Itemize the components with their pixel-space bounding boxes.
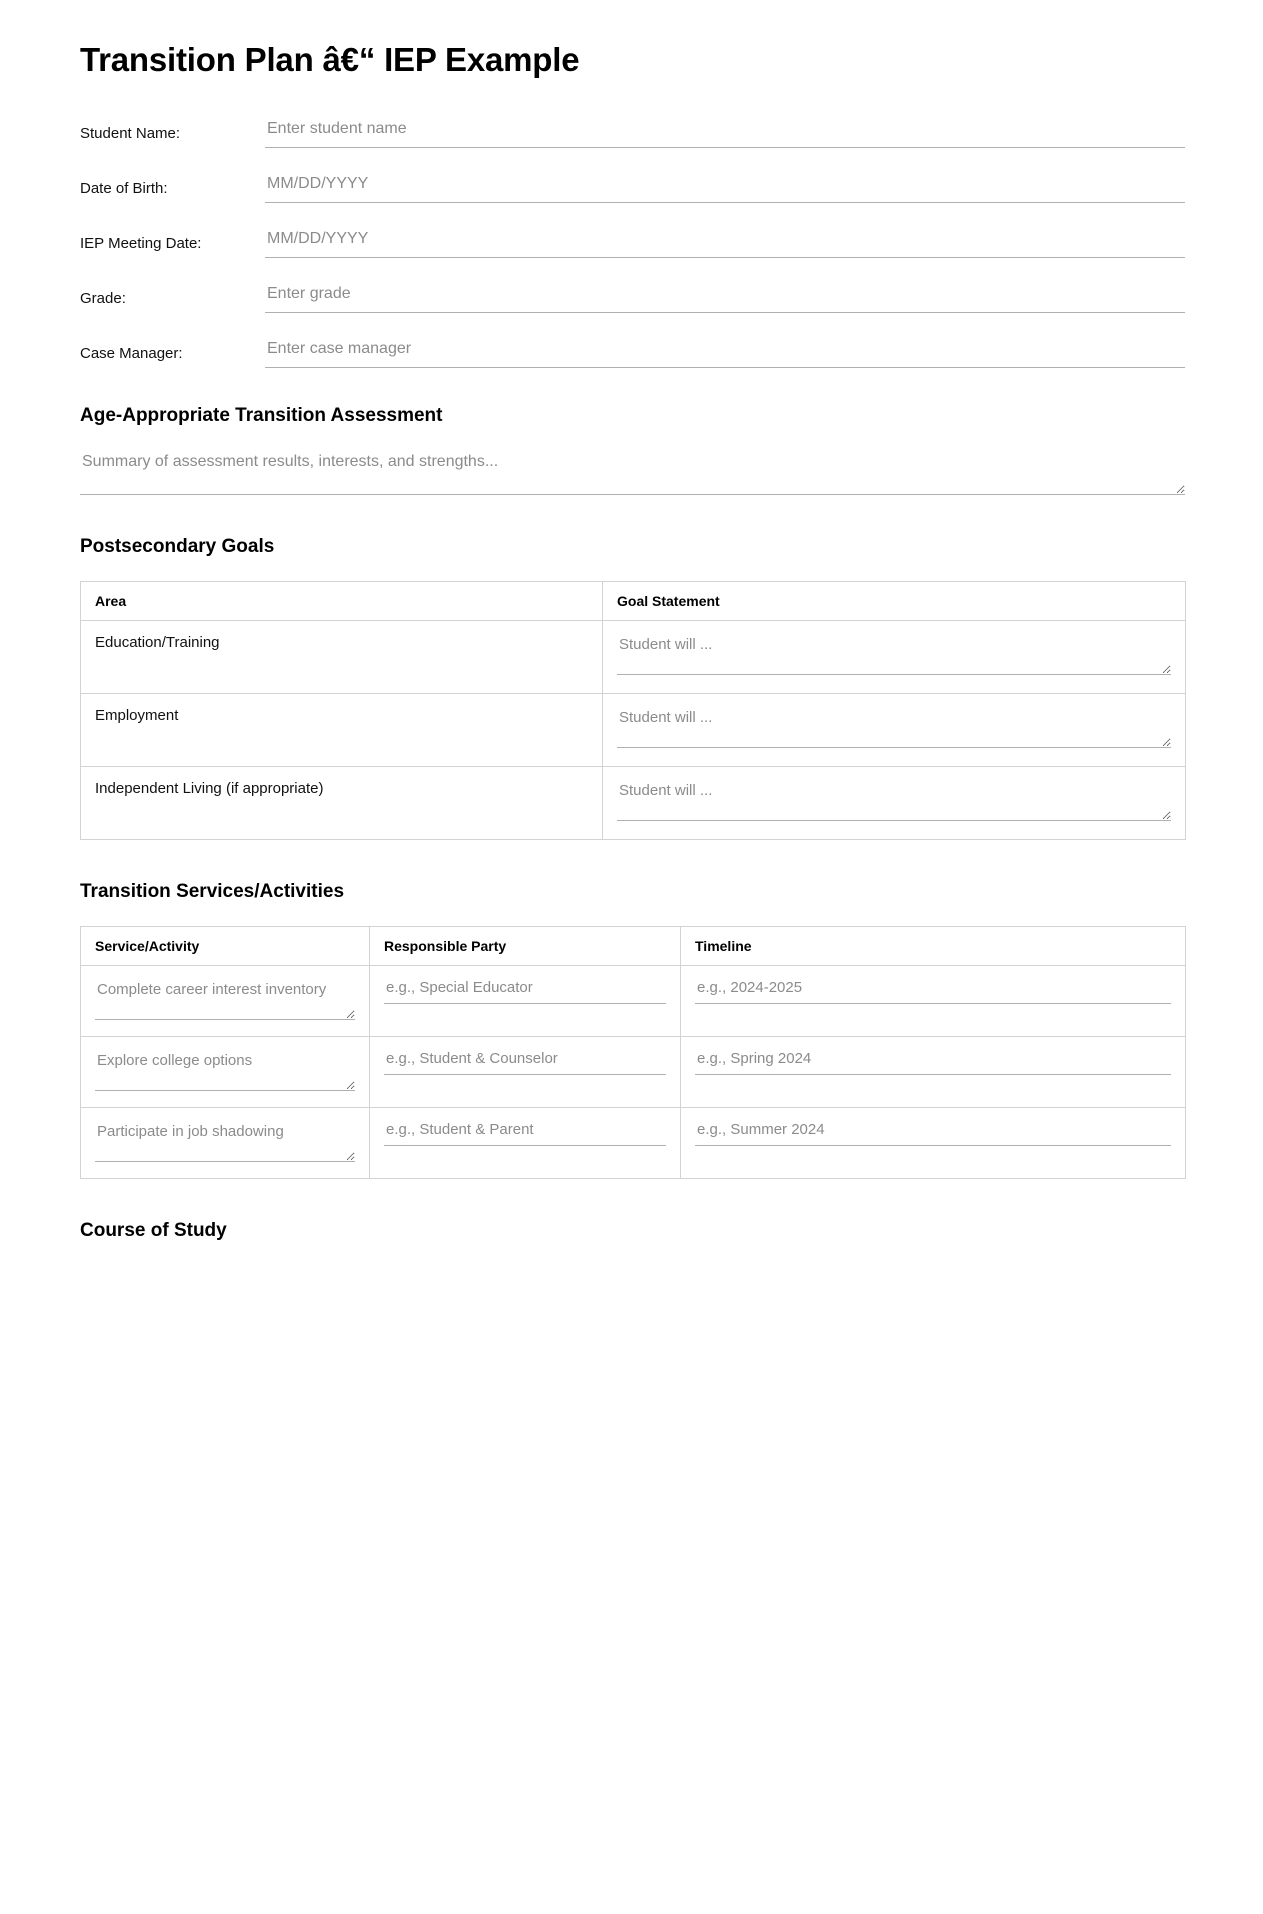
service-activity-textarea-1[interactable] [95,978,355,1020]
table-row [81,1107,1186,1178]
form-row-iep-meeting-date [80,228,1200,258]
section-heading-course-of-study: Course of Study [80,1219,227,1241]
form-row-date-of-birth [80,173,1200,203]
goal-statement-cell [603,694,1186,767]
column-header-service-activity: Service/Activity [81,926,370,965]
responsible-party-input-3[interactable] [384,1120,666,1146]
label-iep-meeting-date: IEP Meeting Date: [80,234,202,252]
goal-area-label: Independent Living (if appropriate) [81,767,603,840]
timeline-input-1[interactable] [695,978,1171,1004]
table-header-row [81,582,1186,621]
page-title: Transition Plan â€“ IEP Example [80,41,580,78]
timeline-cell [681,965,1186,1036]
label-grade: Grade: [80,289,126,307]
student-name-input[interactable] [265,118,1185,148]
table-row [81,965,1186,1036]
goal-statement-cell [603,767,1186,840]
student-info-form [80,118,1200,368]
timeline-cell [681,1107,1186,1178]
responsible-party-cell [370,1036,681,1107]
postsecondary-goals-table [80,581,1186,840]
label-date-of-birth: Date of Birth: [80,179,168,197]
goal-statement-textarea-employment[interactable] [617,706,1171,748]
form-row-student-name [80,118,1200,148]
section-heading-postsecondary-goals: Postsecondary Goals [80,536,275,558]
goal-area-label: Employment [81,694,603,767]
field-wrap-grade [265,283,1185,313]
transition-services-table [80,926,1186,1179]
field-wrap-date-of-birth [265,173,1185,203]
section-heading-transition-services: Transition Services/Activities [80,881,345,903]
assessment-textarea[interactable] [80,449,1185,495]
goal-statement-textarea-education[interactable] [617,633,1171,675]
label-student-name: Student Name: [80,124,181,142]
table-row [81,694,1186,767]
service-activity-cell [81,965,370,1036]
service-activity-textarea-2[interactable] [95,1049,355,1091]
section-heading-assessment: Age-Appropriate Transition Assessment [80,404,443,426]
column-header-goal-statement: Goal Statement [603,582,1186,621]
timeline-input-2[interactable] [695,1049,1171,1075]
responsible-party-input-1[interactable] [384,978,666,1004]
service-activity-textarea-3[interactable] [95,1120,355,1162]
case-manager-input[interactable] [265,338,1185,368]
responsible-party-cell [370,965,681,1036]
table-row [81,621,1186,694]
table-header-row [81,926,1186,965]
field-wrap-case-manager [265,338,1185,368]
responsible-party-input-2[interactable] [384,1049,666,1075]
goal-statement-textarea-independent-living[interactable] [617,779,1171,821]
goal-statement-cell [603,621,1186,694]
form-row-grade [80,283,1200,313]
timeline-cell [681,1036,1186,1107]
table-row [81,767,1186,840]
column-header-timeline: Timeline [681,926,1186,965]
date-of-birth-input[interactable] [265,173,1185,203]
form-row-case-manager [80,338,1200,368]
responsible-party-cell [370,1107,681,1178]
column-header-area: Area [81,582,603,621]
service-activity-cell [81,1036,370,1107]
field-wrap-student-name [265,118,1185,148]
label-case-manager: Case Manager: [80,344,183,362]
timeline-input-3[interactable] [695,1120,1171,1146]
table-row [81,1036,1186,1107]
service-activity-cell [81,1107,370,1178]
document-content [80,40,1200,1243]
column-header-responsible-party: Responsible Party [370,926,681,965]
field-wrap-iep-meeting-date [265,228,1185,258]
goal-area-label: Education/Training [81,621,603,694]
grade-input[interactable] [265,283,1185,313]
iep-meeting-date-input[interactable] [265,228,1185,258]
